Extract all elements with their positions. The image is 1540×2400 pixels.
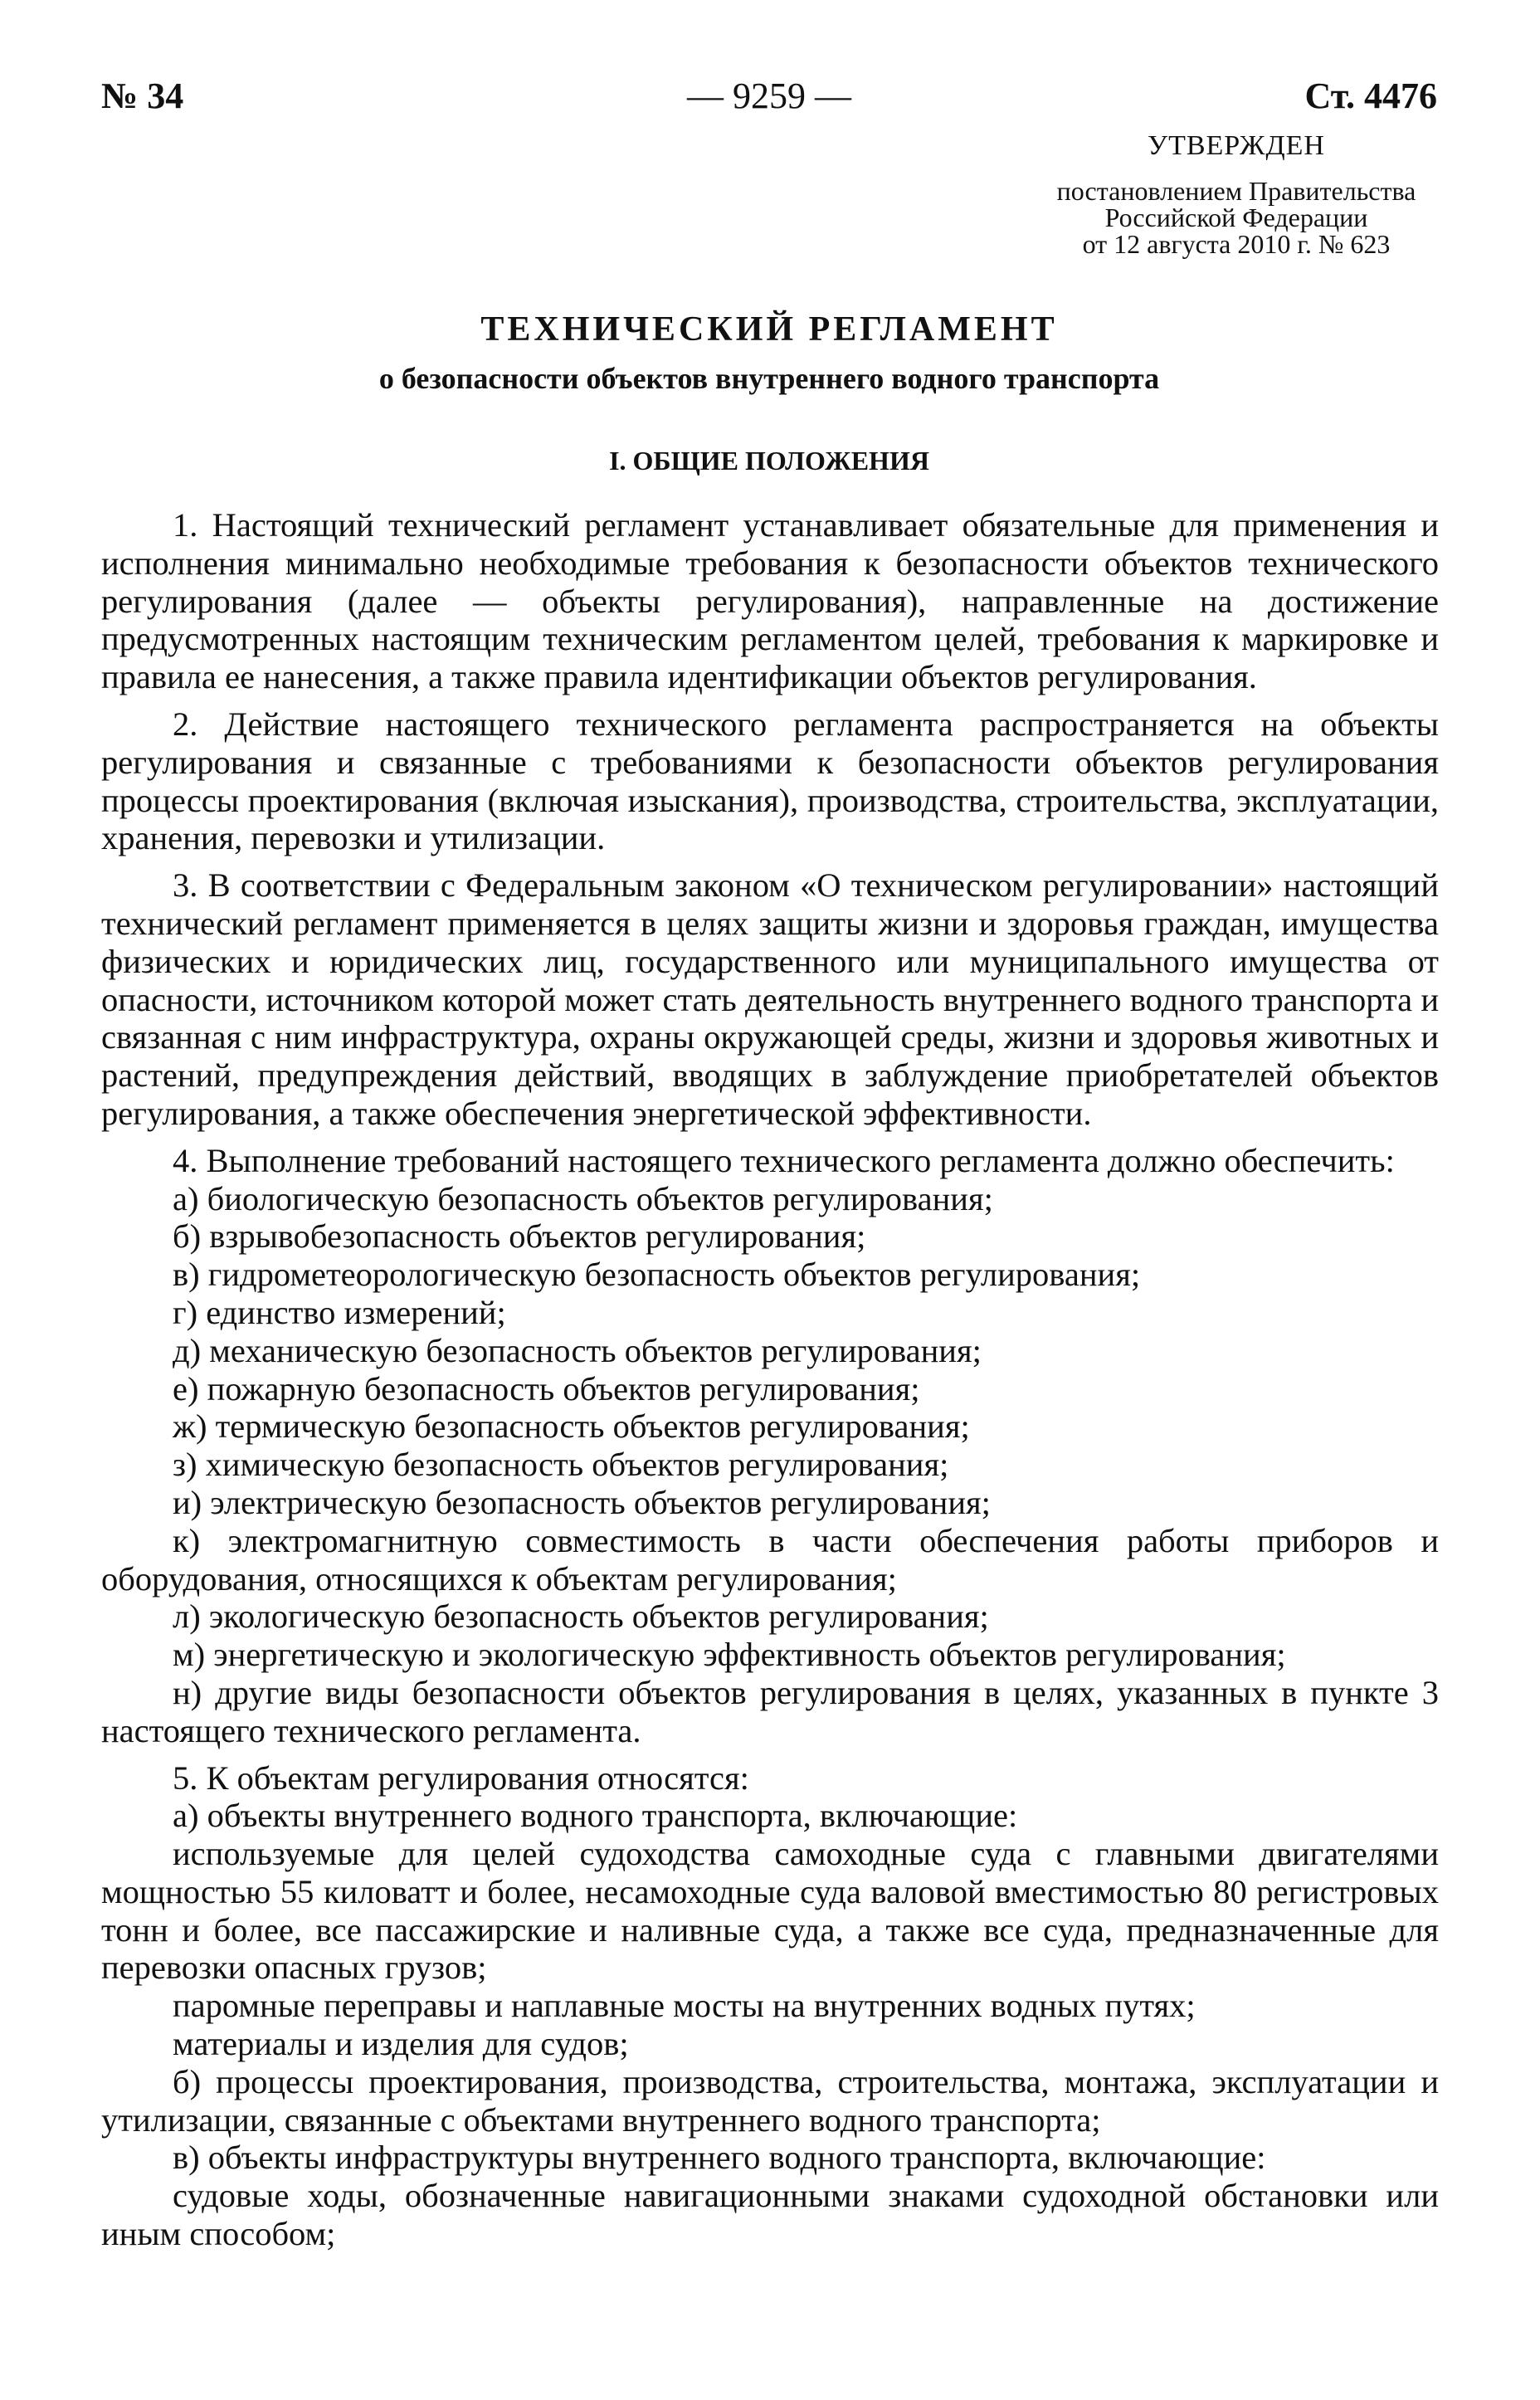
list-item: б) процессы проектирования, производства, строительства, монтажа, эксплуатации и утилизации, связанные с объектами внутреннего водного транспорта; bbox=[101, 2062, 1439, 2139]
list-item: и) электрическую безопасность объектов регулирования; bbox=[173, 1483, 991, 1521]
list-item: а) объекты внутреннего водного транспорта, включающие: bbox=[173, 1797, 1018, 1835]
approval-line: от 12 августа 2010 г. № 623 bbox=[1082, 229, 1391, 259]
running-header bbox=[101, 71, 1437, 121]
list-item: судовые ходы, обозначенные навигационными знаками судоходной обстановки или иным способом; bbox=[101, 2177, 1439, 2253]
list-item: б) взрывобезопасность объектов регулирования; bbox=[173, 1217, 866, 1256]
document-subtitle: о безопасности объектов внутреннего водного транспорта bbox=[378, 362, 1160, 395]
list-item: г) единство измерений; bbox=[173, 1293, 506, 1331]
approval-stamp bbox=[1029, 130, 1444, 259]
list-item: м) энергетическую и экологическую эффективность объектов регулирования; bbox=[173, 1636, 1286, 1674]
list-item: л) экологическую безопасность объектов регулирования; bbox=[173, 1598, 989, 1636]
list-item: е) пожарную безопасность объектов регулирования; bbox=[173, 1369, 920, 1407]
list-item: в) гидрометеорологическую безопасность объектов регулирования; bbox=[173, 1256, 1141, 1294]
list-item: используемые для целей судоходства самоходные суда с главными двигателями мощностью 55 киловатт и более, несамоходные суда валовой вместимостью 80 регистровых тонн и более, все пассажирские и наливные суда, а также все суда, предназначенные для перевозки опасных грузов; bbox=[101, 1835, 1439, 1987]
article-number: Ст. 4476 bbox=[1304, 76, 1437, 116]
paragraph: 1. Настоящий технический регламент устанавливает обязательные для применения и исполнения минимально необходимые требования к безопасности объектов технического регулирования (далее — объекты регулирования), направленные на достижение предусмотренных настоящим техническим регламентом целей, требования к маркировке и правила ее нанесения, а также правила идентификации объектов регулирования. bbox=[101, 506, 1439, 696]
approval-line: постановлением Правительства bbox=[1056, 176, 1416, 206]
document-body bbox=[101, 506, 1439, 2253]
paragraph: 4. Выполнение требований настоящего технического регламента должно обеспечить: bbox=[173, 1141, 1395, 1179]
list-item: ж) термическую безопасность объектов регулирования; bbox=[173, 1407, 970, 1446]
list-item: к) электромагнитную совместимость в части обеспечения работы приборов и оборудования, относящихся к объектам регулирования; bbox=[101, 1521, 1439, 1598]
list-item: в) объекты инфраструктуры внутреннего водного транспорта, включающие: bbox=[173, 2139, 1266, 2177]
paragraph: 2. Действие настоящего технического регламента распространяется на объекты регулирования и связанные с требованиями к безопасности объектов регулирования процессы проектирования (включая изыскания), производства, строительства, эксплуатации, хранения, перевозки и утилизации. bbox=[101, 705, 1439, 857]
section-heading: I. ОБЩИЕ ПОЛОЖЕНИЯ bbox=[609, 446, 929, 476]
page-number: — 9259 — bbox=[687, 76, 851, 116]
list-item: паромные переправы и наплавные мосты на внутренних водных путях; bbox=[173, 1987, 1196, 2025]
issue-number: № 34 bbox=[101, 76, 184, 116]
list-item: д) механическую безопасность объектов регулирования; bbox=[173, 1331, 982, 1369]
paragraph: 5. К объектам регулирования относятся: bbox=[173, 1759, 749, 1797]
list-item: з) химическую безопасность объектов регулирования; bbox=[173, 1446, 949, 1484]
list-item: материалы и изделия для судов; bbox=[173, 2025, 629, 2063]
list-item: а) биологическую безопасность объектов регулирования; bbox=[173, 1179, 993, 1217]
paragraph: 3. В соответствии с Федеральным законом «О техническом регулировании» настоящий технический регламент применяется в целях защиты жизни и здоровья граждан, имущества физических и юридических лиц, государственного или муниципального имущества от опасности, источником которой может стать деятельность внутреннего водного транспорта и связанная с ним инфраструктура, охраны окружающей среды, жизни и здоровья животных и растений, предупреждения действий, вводящих в заблуждение приобретателей объектов регулирования, а также обеспечения энергетической эффективности. bbox=[101, 866, 1439, 1132]
approval-line: Российской Федерации bbox=[1104, 202, 1368, 232]
document-title: ТЕХНИЧЕСКИЙ РЕГЛАМЕНТ bbox=[480, 310, 1058, 349]
list-item: н) другие виды безопасности объектов регулирования в целях, указанных в пункте 3 настоящего технического регламента. bbox=[101, 1673, 1439, 1749]
approval-title: УТВЕРЖДЕН bbox=[1148, 130, 1325, 161]
